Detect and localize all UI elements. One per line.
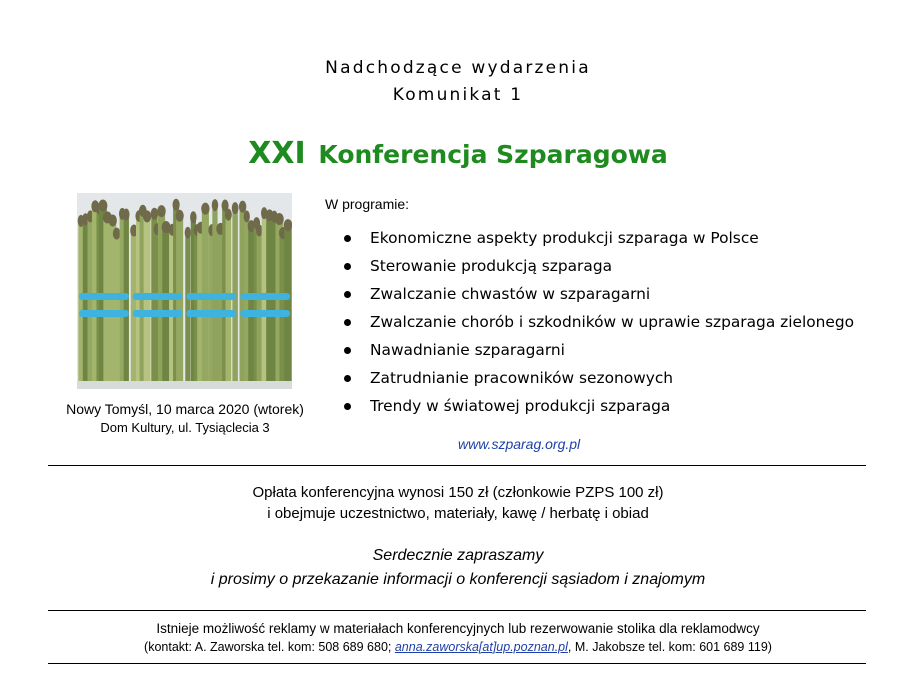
asparagus-tip [151, 208, 159, 220]
asparagus-tip [173, 199, 180, 211]
program-label: W programie: [325, 196, 410, 212]
contact-email-link[interactable]: anna.zaworska[at]up.poznan.pl [394, 640, 568, 654]
bundle-band [240, 310, 290, 317]
program-item: Zatrudnianie pracowników sezonowych [325, 366, 854, 394]
bundle-band [240, 293, 290, 300]
contact-prefix: (kontakt: A. Zaworska tel. kom: 508 689 680; [144, 640, 395, 654]
asparagus-tip [239, 201, 246, 213]
asparagus-tip [109, 215, 117, 227]
asparagus-tip [201, 203, 209, 215]
bundle-band [133, 293, 183, 300]
photo-bottom-edge [77, 381, 292, 389]
bundle-band [187, 310, 237, 317]
asparagus-tip [157, 205, 165, 217]
conference-name: Konferencja Szparagowa [318, 140, 668, 169]
asparagus-tip [244, 210, 250, 222]
bundle-band [79, 293, 129, 300]
bundle-band [187, 293, 237, 300]
asparagus-tip [212, 199, 218, 211]
contact-suffix: , M. Jakobsze tel. kom: 601 689 119) [567, 640, 772, 654]
asparagus-spear [248, 223, 254, 385]
fee-line-2: i obejmuje uczestnictwo, materiały, kawę / herbatę i obiad [267, 505, 649, 522]
divider [48, 663, 866, 664]
asparagus-tip [185, 227, 191, 239]
ads-info: Istnieje możliwość reklamy w materiałach konferencyjnych lub rezerwowanie stolika dla reklamodwcy [156, 621, 760, 636]
conference-title [0, 136, 916, 171]
asparagus-tip [113, 228, 121, 240]
program-item: Nawadnianie szparagarni [325, 338, 854, 366]
asparagus-illustration [77, 193, 292, 389]
asparagus-spear [83, 216, 88, 385]
header-line-2: Komunikat 1 [392, 85, 524, 105]
program-item: Trendy w światowej produkcji szparaga [325, 394, 854, 422]
asparagus-spear [162, 224, 170, 385]
divider [48, 465, 866, 466]
fee-line-1: Opłata konferencyjna wynosi 150 zł (członkowie PZPS 100 zł) [252, 484, 664, 501]
asparagus-photo [77, 193, 292, 389]
asparagus-tip [123, 209, 129, 221]
divider [48, 610, 866, 611]
program-item: Zwalczanie chwastów w szparagarni [325, 282, 854, 310]
invitation-line-2: i prosimy o przekazanie informacji o konferencji sąsiadom i znajomym [210, 571, 706, 588]
asparagus-spear [185, 230, 190, 385]
asparagus-tip [275, 213, 284, 225]
asparagus-tip [176, 210, 184, 222]
asparagus-spear [284, 222, 291, 385]
program-item: Ekonomiczne aspekty produkcji szparaga w Polsce [325, 226, 854, 254]
asparagus-spear [257, 227, 262, 385]
asparagus-tip [225, 209, 232, 221]
program-list [325, 226, 854, 422]
website-link[interactable]: www.szparag.org.pl [458, 436, 581, 452]
conference-edition: XXI [248, 136, 306, 171]
program-item: Sterowanie produkcją szparaga [325, 254, 854, 282]
invitation-line-1: Serdecznie zapraszamy [372, 547, 544, 564]
bundle-band [79, 310, 129, 317]
asparagus-spear [113, 231, 119, 385]
asparagus-tip [284, 219, 292, 231]
ads-contact [0, 640, 916, 654]
asparagus-tip [190, 211, 196, 223]
asparagus-tip [98, 200, 107, 212]
event-venue: Dom Kultury, ul. Tysiąclecia 3 [100, 420, 270, 435]
program-item: Zwalczanie chorób i szkodników w uprawie szparaga zielonego [325, 310, 854, 338]
asparagus-tip [143, 210, 151, 222]
asparagus-tip [232, 202, 239, 214]
bundle-band [133, 310, 183, 317]
event-place-date: Nowy Tomyśl, 10 marca 2020 (wtorek) [66, 401, 304, 417]
header-line-1: Nadchodzące wydarzenia [325, 58, 591, 78]
asparagus-tip [256, 224, 262, 236]
